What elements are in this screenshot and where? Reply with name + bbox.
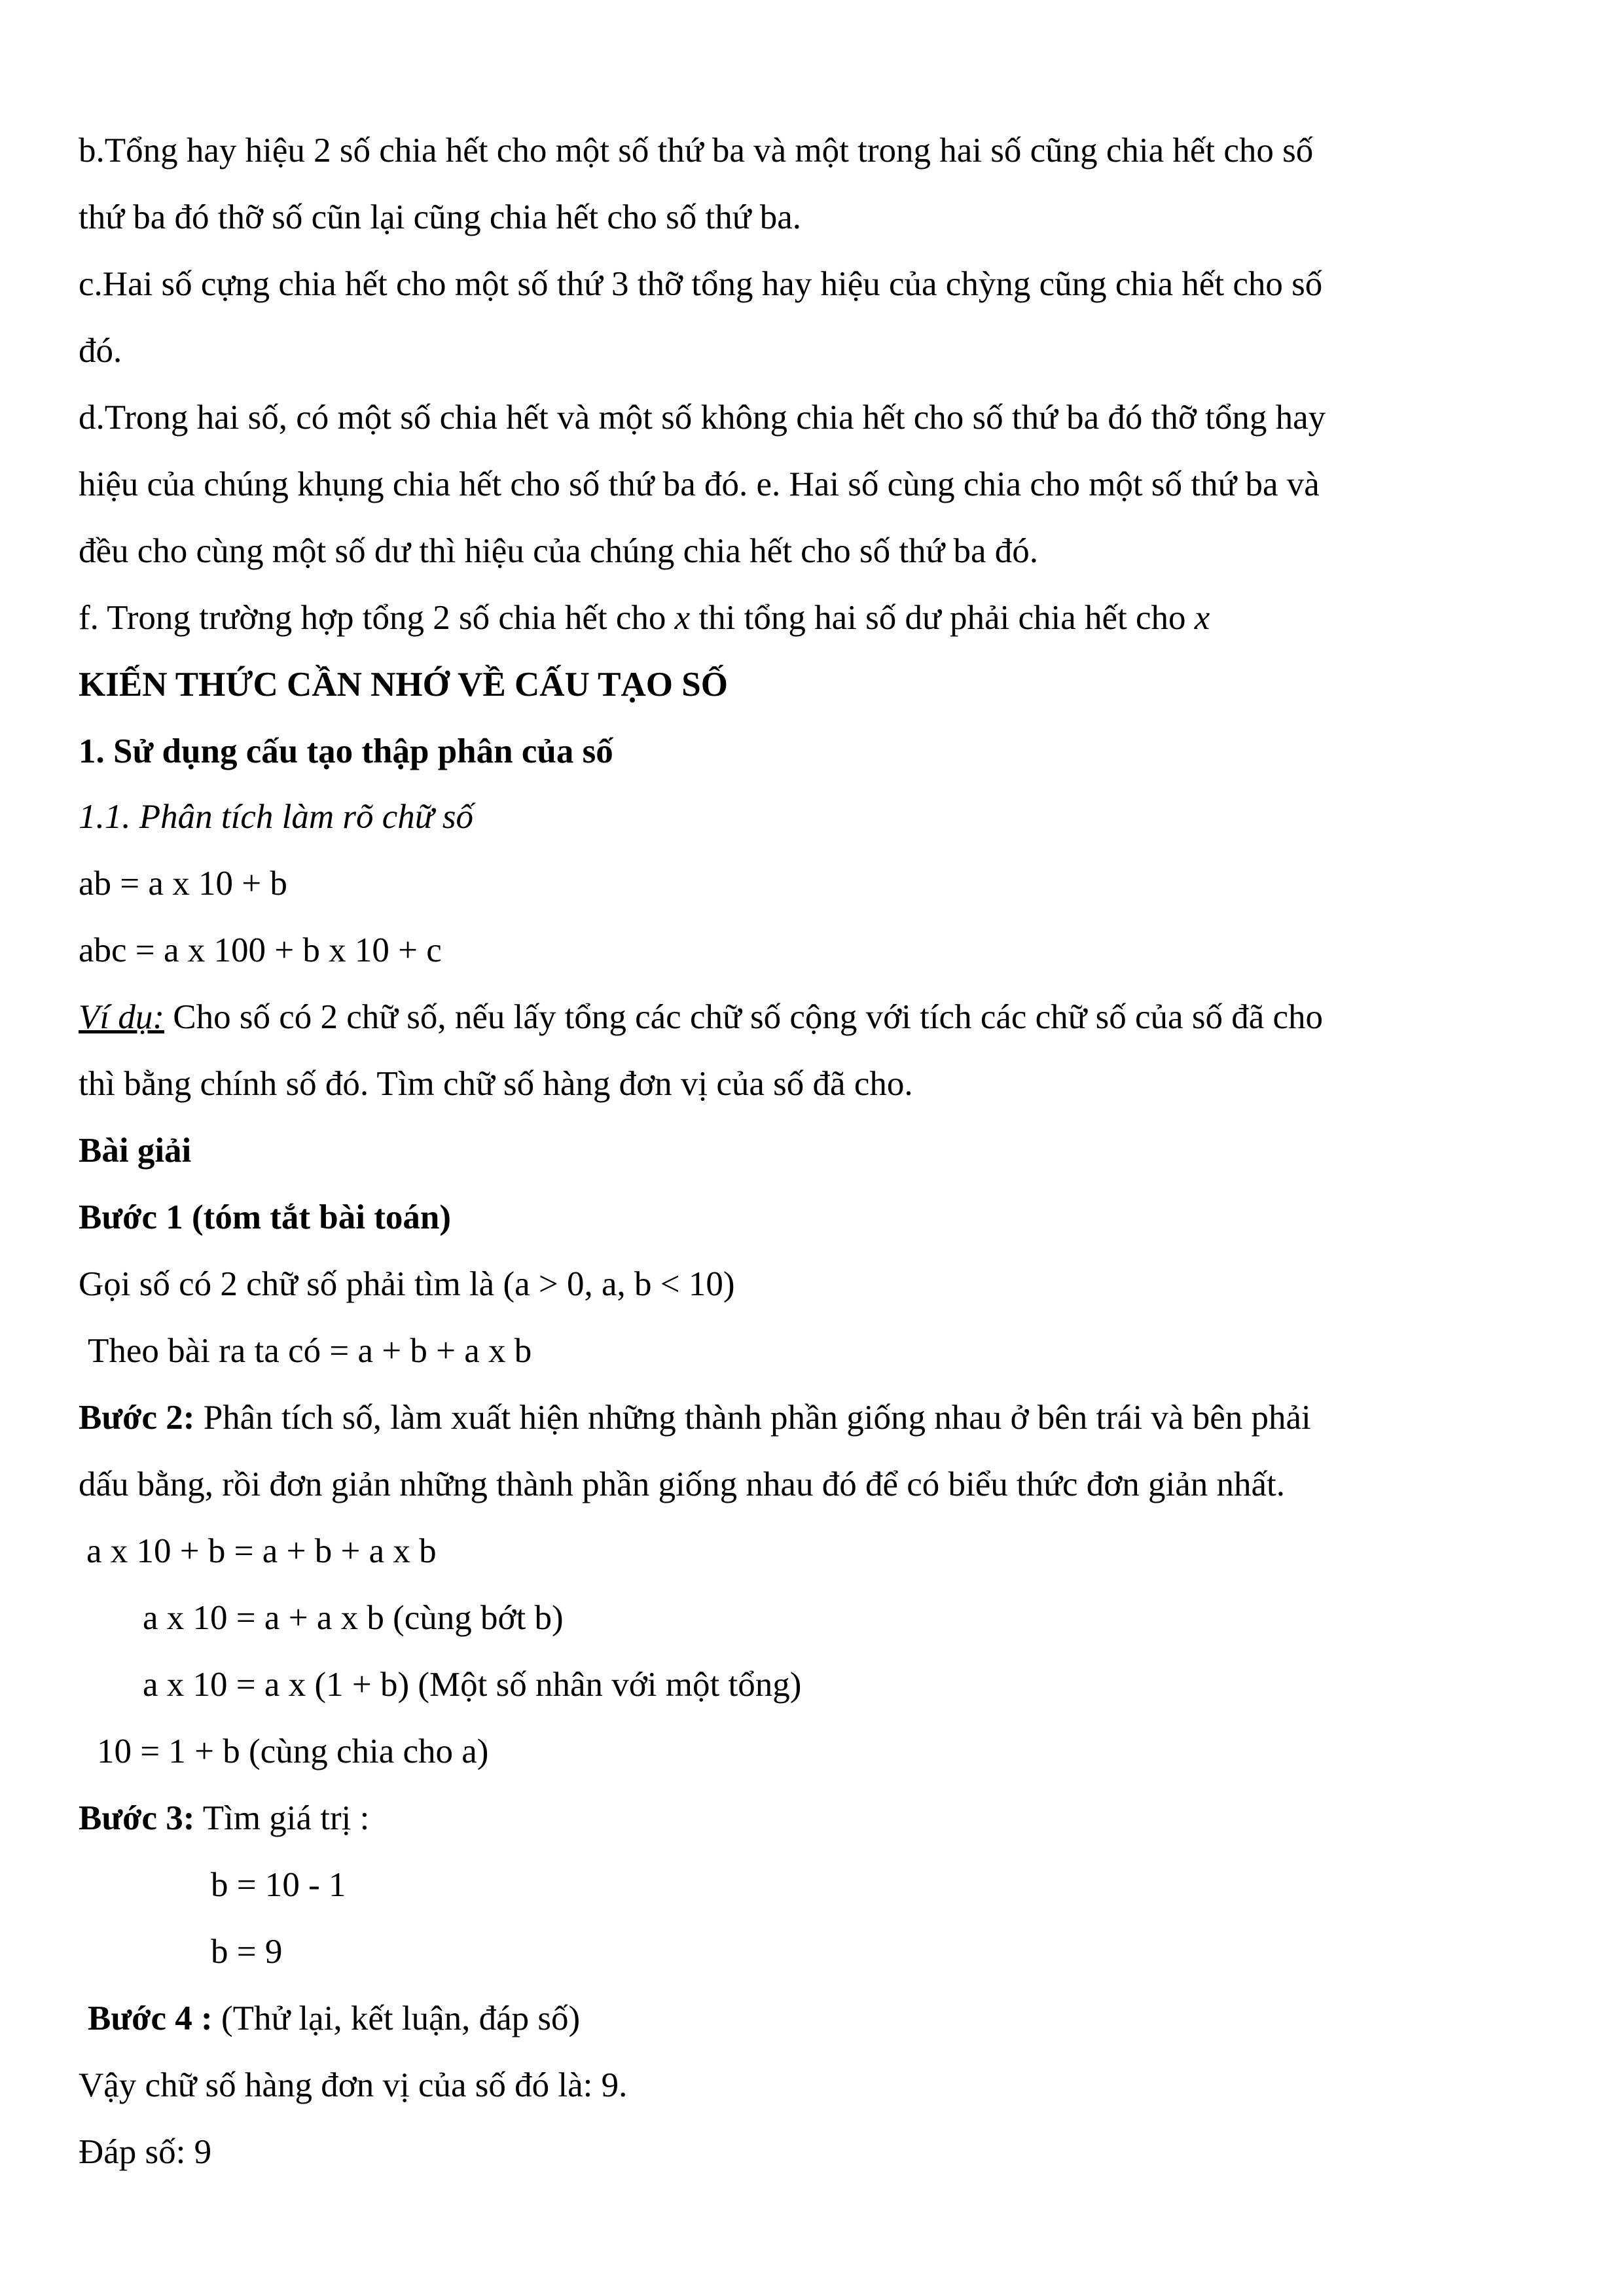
text-line-b-cont: thứ ba đó thỡ số cũn lại cũng chia hết cho số thứ ba. <box>79 198 802 236</box>
text-line-e-cont: đều cho cùng một số dư thì hiệu của chúng chia hết cho số thứ ba đó. <box>79 532 1039 570</box>
step-1-heading: Bước 1 (tóm tắt bài toán) <box>79 1198 451 1236</box>
step-2-text-cont: dấu bằng, rồi đơn giản những thành phần giống nhau đó để có biểu thức đơn giản nhất. <box>79 1465 1285 1503</box>
subsubsection-heading: 1.1. Phân tích làm rõ chữ số <box>79 798 474 836</box>
equation-2: a x 10 = a + a x b (cùng bớt b) <box>143 1599 564 1637</box>
example-line <box>79 997 1323 1037</box>
variable-x: x <box>1194 599 1210 637</box>
conclusion-line: Vậy chữ số hàng đơn vị của số đó là: 9. <box>79 2066 628 2104</box>
example-line-cont: thì bằng chính số đó. Tìm chữ số hàng đơn vị của số đã cho. <box>79 1065 913 1103</box>
step-1-text-2: Theo bài ra ta có = a + b + a x b <box>88 1332 532 1370</box>
example-text: Cho số có 2 chữ số, nếu lấy tổng các chữ số cộng với tích các chữ số của số đã cho <box>164 998 1323 1036</box>
step-3-line <box>79 1799 369 1838</box>
text-line-d-cont: hiệu của chúng khụng chia hết cho số thứ ba đó. e. Hai số cùng chia cho một số thứ ba và <box>79 465 1320 503</box>
step-3-label: Bước 3: <box>79 1799 195 1837</box>
text-line-d: d.Trong hai số, có một số chia hết và một số không chia hết cho số thứ ba đó thỡ tổng hay <box>79 399 1326 437</box>
equation-4: 10 = 1 + b (cùng chia cho a) <box>97 1732 489 1770</box>
text-line-b: b.Tổng hay hiệu 2 số chia hết cho một số thứ ba và một trong hai số cũng chia hết cho số <box>79 132 1314 170</box>
example-label: Ví dụ: <box>79 998 164 1036</box>
step-4-line <box>88 1999 580 2038</box>
text-line-c-cont: đó. <box>79 332 122 370</box>
variable-x: x <box>674 599 691 637</box>
formula-abc: abc = a x 100 + b x 10 + c <box>79 931 442 969</box>
text-segment: thi tổng hai số dư phải chia hết cho <box>690 599 1195 637</box>
text-line-c: c.Hai số cựng chia hết cho một số thứ 3 thỡ tổng hay hiệu của chỳng cũng chia hết cho số <box>79 265 1323 303</box>
step-2-text: Phân tích số, làm xuất hiện những thành phần giống nhau ở bên trái và bên phải <box>194 1399 1311 1437</box>
step-1-text: Gọi số có 2 chữ số phải tìm là (a > 0, a, b < 10) <box>79 1265 735 1303</box>
step-2-line <box>79 1398 1311 1437</box>
step-4-text: (Thử lại, kết luận, đáp số) <box>212 2000 581 2037</box>
subsection-heading: 1. Sử dụng cấu tạo thập phân của số <box>79 732 613 770</box>
step-4-label: Bước 4 : <box>88 2000 213 2037</box>
value-line-1: b = 10 - 1 <box>211 1866 346 1904</box>
step-2-label: Bước 2: <box>79 1399 195 1437</box>
answer-line: Đáp số: 9 <box>79 2133 212 2171</box>
formula-ab: ab = a x 10 + b <box>79 865 287 903</box>
step-3-text: Tìm giá trị : <box>194 1799 370 1837</box>
value-line-2: b = 9 <box>211 1933 283 1971</box>
equation-3: a x 10 = a x (1 + b) (Một số nhân với một tổng) <box>143 1666 802 1704</box>
section-heading: KIẾN THỨC CẦN NHỚ VỀ CẤU TẠO SỐ <box>79 666 728 704</box>
equation-1: a x 10 + b = a + b + a x b <box>86 1532 437 1570</box>
text-line-f <box>79 598 1210 637</box>
solution-heading: Bài giải <box>79 1132 192 1170</box>
text-segment: f. Trong trường hợp tổng 2 số chia hết cho <box>79 599 675 637</box>
